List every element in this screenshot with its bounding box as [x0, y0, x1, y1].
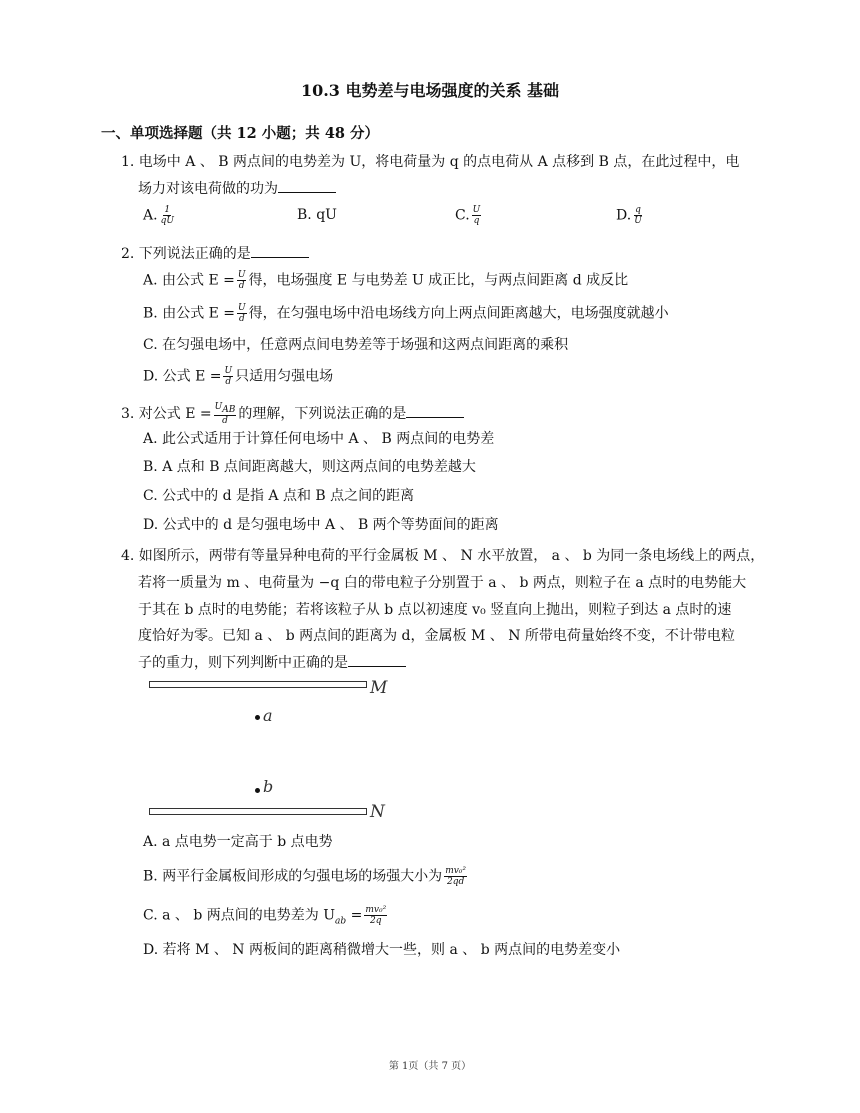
q4-stem-line2: 若将一质量为 m 、电荷量为 −q 白的带电粒子分别置于 a 、 b 两点，则粒子在 a 点时的电势能大	[138, 575, 747, 591]
point-a-label: a	[263, 706, 273, 725]
numerator-subscript: AB	[222, 404, 236, 415]
plate-n-label: N	[370, 802, 385, 822]
q2-option-a	[143, 270, 628, 291]
numerator: mv₀²	[445, 866, 467, 876]
q4-stem-line4: 度恰好为零。已知 a 、 b 两点间的距离为 d，金属板 M 、 N 所带电荷量始终不变，不计带电粒	[138, 628, 735, 644]
numerator	[214, 402, 237, 416]
q2-option-d	[143, 366, 333, 387]
denominator: 2qd	[446, 877, 465, 887]
q1-stem-line2	[138, 178, 336, 199]
q1-option-b: B. qU	[297, 207, 337, 223]
q3-stem-text: 的理解，下列说法正确的是	[238, 405, 407, 422]
numerator: U	[238, 303, 246, 313]
denominator: q	[473, 216, 480, 226]
q1-option-a	[143, 205, 177, 226]
q1-stem-text: 场力对该电荷做的功为	[138, 181, 278, 197]
plate-m	[149, 681, 367, 688]
denominator: qU	[160, 216, 174, 226]
numerator: U	[472, 205, 481, 215]
option-text: 得，电场强度 E 与电势差 U 成正比，与两点间距离 d 成反比	[248, 272, 629, 289]
fraction	[444, 866, 467, 887]
numerator: q	[635, 205, 641, 215]
numerator: mv₀²	[365, 905, 387, 915]
point-a-dot	[255, 715, 260, 720]
q2-option-c: C. 在匀强电场中，任意两点间电势差等于场强和这两点间距离的乘积	[143, 337, 569, 353]
fraction	[237, 270, 247, 291]
q3-option-d: D. 公式中的 d 是匀强电场中 A 、 B 两个等势面间的距离	[143, 517, 499, 533]
numerator: 1	[164, 205, 171, 215]
option-text: D. 公式 E =	[143, 368, 222, 385]
numerator: U	[224, 366, 233, 376]
q2-option-b	[143, 303, 669, 324]
section-heading: 一、单项选择题（共 12 小题；共 48 分）	[101, 125, 380, 142]
answer-blank	[406, 403, 464, 418]
fraction	[223, 366, 233, 387]
option-text: C. a 、 b 两点间的电势差为 U	[143, 907, 336, 924]
point-b-dot	[255, 788, 260, 793]
option-text: 得，在匀强电场中沿电场线方向上两点间距离越大，电场强度就越小	[248, 305, 669, 322]
q1-option-d	[616, 205, 645, 226]
q4-option-d: D. 若将 M 、 N 两板间的距离稍微增大一些，则 a 、 b 两点间的电势差变小	[143, 942, 621, 958]
option-text: B. 两平行金属板间形成的匀强电场的场强大小为	[143, 868, 443, 885]
point-b-label: b	[263, 777, 274, 796]
q4-option-b	[143, 866, 469, 887]
q4-stem-line5	[138, 652, 406, 673]
fraction	[237, 303, 247, 324]
equals-sign: =	[346, 907, 363, 924]
answer-blank	[251, 243, 309, 258]
fraction	[633, 205, 643, 226]
option-letter: C.	[455, 207, 470, 224]
q4-stem-line3: 于其在 b 点时的电势能；若将该粒子从 b 点以初速度 v₀ 竖直向上抛出，则粒子到达 a 点时的速	[138, 602, 732, 618]
fraction	[214, 402, 237, 426]
answer-blank	[348, 652, 406, 667]
page-footer: 第 1页（共 7 页）	[388, 1061, 472, 1072]
q3-option-b: B. A 点和 B 点间距离越大，则这两点间的电势差越大	[143, 459, 476, 475]
q3-option-c: C. 公式中的 d 是指 A 点和 B 点之间的距离	[143, 488, 415, 504]
fraction	[364, 905, 387, 926]
option-text: B. 由公式 E =	[143, 305, 236, 322]
denominator: 2q	[370, 916, 382, 926]
fraction	[160, 205, 175, 226]
q3-option-a: A. 此公式适用于计算任何电场中 A 、 B 两点间的电势差	[143, 431, 495, 447]
denominator: U	[634, 216, 642, 226]
q1-option-c	[455, 205, 483, 226]
q3-stem-text: 3. 对公式 E =	[121, 405, 212, 422]
q1-stem-line1: 1. 电场中 A 、 B 两点间的电势差为 U，将电荷量为 q 的点电荷从 A 点移到 B 点，在此过程中，电	[121, 154, 740, 170]
q4-option-a: A. a 点电势一定高于 b 点电势	[143, 834, 333, 850]
answer-blank	[278, 178, 336, 193]
q2-stem	[121, 243, 309, 264]
option-letter: A.	[143, 207, 158, 224]
q4-stem-line1: 4. 如图所示，两带有等量异种电荷的平行金属板 M 、 N 水平放置， a 、 b 为同一条电场线上的两点，	[121, 548, 765, 564]
page-title: 10.3 电势差与电场强度的关系 基础	[300, 81, 560, 100]
subscript: ab	[335, 916, 347, 927]
q3-stem	[121, 402, 464, 426]
fraction	[472, 205, 482, 226]
plate-m-label: M	[370, 678, 388, 698]
q4-option-c	[143, 905, 389, 931]
denominator: d	[238, 281, 245, 291]
numerator-symbol: U	[214, 402, 223, 412]
denominator: d	[238, 314, 245, 324]
q2-stem-text: 2. 下列说法正确的是	[121, 246, 251, 262]
plate-n	[149, 808, 367, 815]
option-text: 只适用匀强电场	[235, 368, 334, 385]
denominator: d	[222, 415, 228, 426]
q4-stem-text: 子的重力，则下列判断中正确的是	[138, 655, 348, 671]
option-text: A. 由公式 E =	[143, 272, 235, 289]
numerator: U	[237, 270, 246, 280]
option-letter: D.	[616, 207, 632, 224]
denominator: d	[225, 377, 232, 387]
